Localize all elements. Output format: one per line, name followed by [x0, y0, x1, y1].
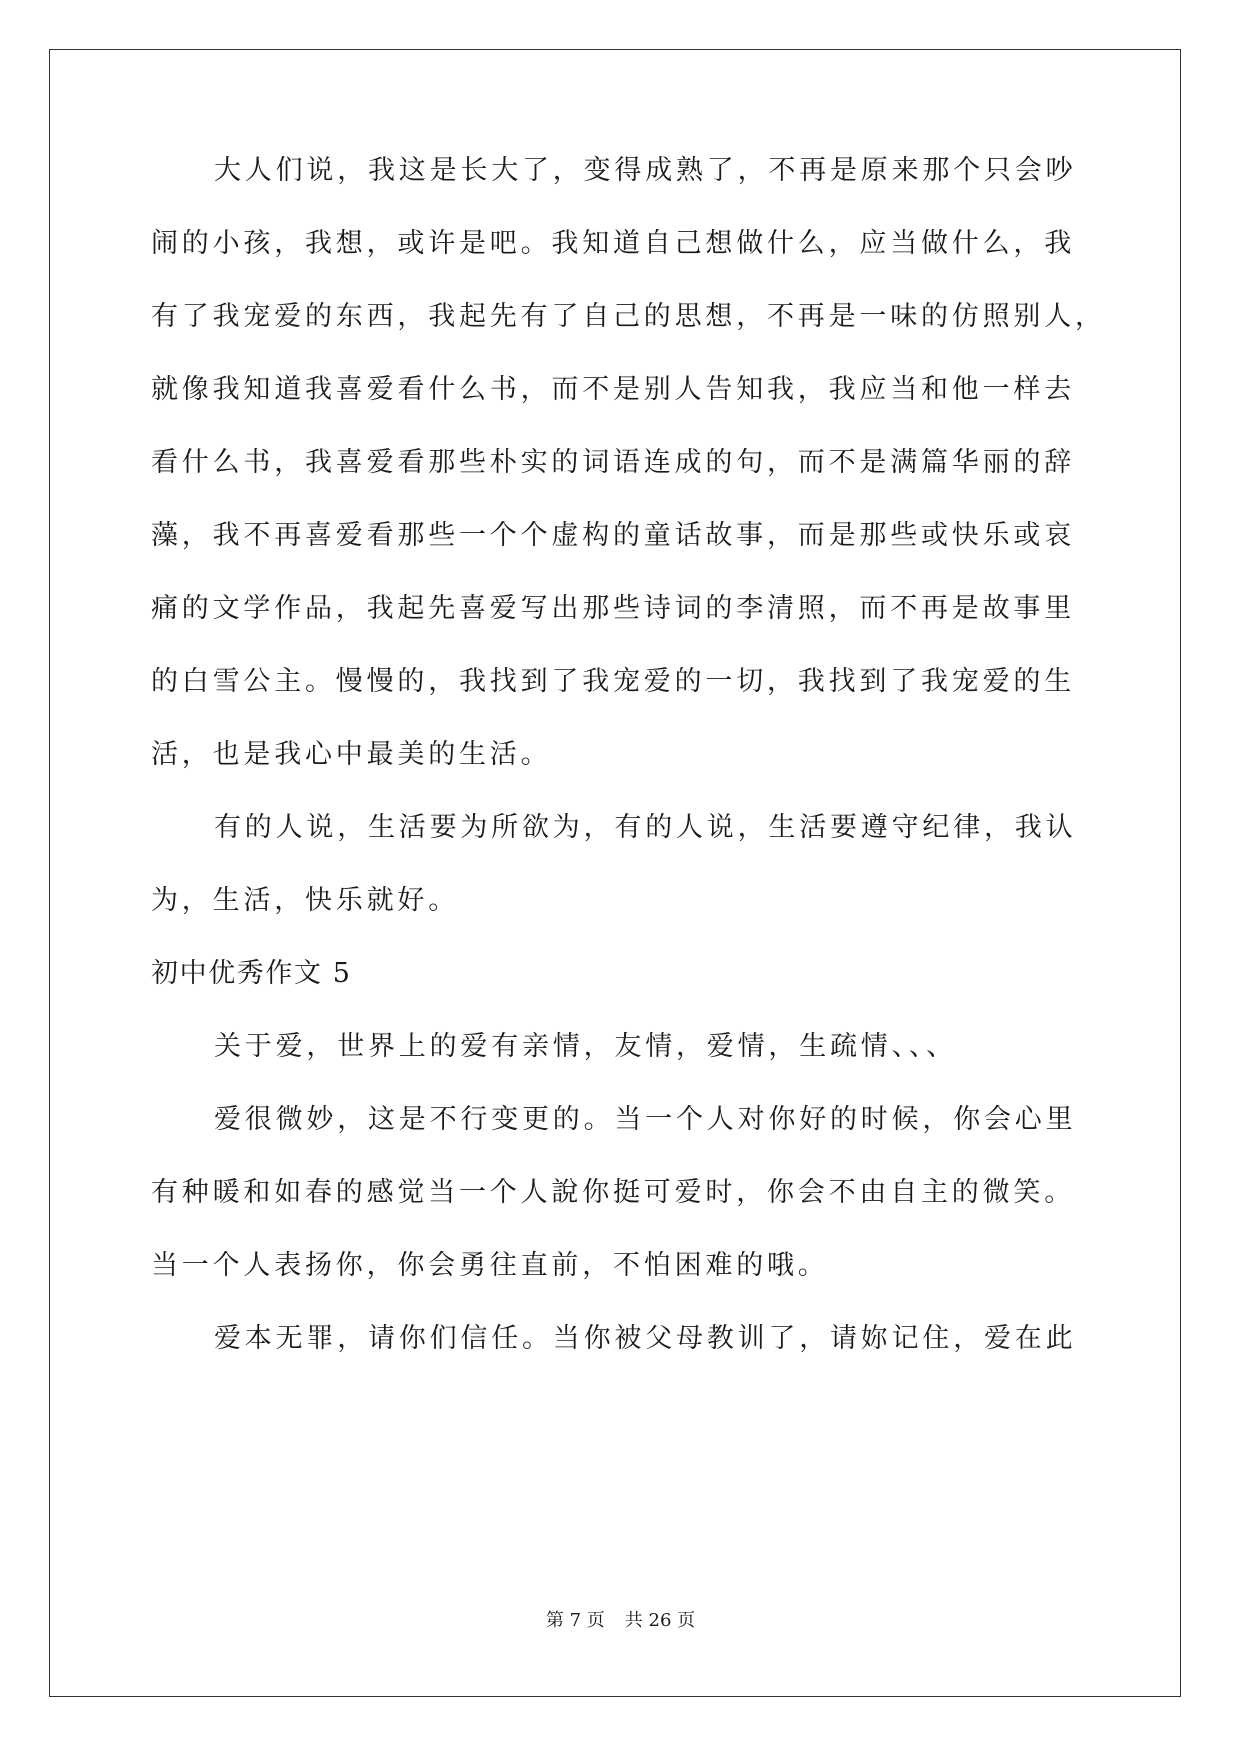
text-line: 有了我宠爱的东西，我起先有了自己的思想，不再是一味的仿照别人，	[151, 301, 1106, 332]
text-line: 闹的小孩，我想，或许是吧。我知道自己想做什么，应当做什么，我	[151, 228, 1075, 259]
text-line: 大人们说，我这是长大了，变得成熟了，不再是原来那个只会吵	[214, 155, 1077, 186]
page-border	[49, 49, 1181, 1697]
text-line: 有种暖和如春的感觉当一个人說你挺可爱时，你会不由自主的微笑。	[151, 1177, 1075, 1208]
text-line: 爱很微妙，这是不行变更的。当一个人对你好的时候，你会心里	[214, 1104, 1077, 1135]
text-line: 痛的文学作品，我起先喜爱写出那些诗词的李清照，而不再是故事里	[151, 593, 1075, 624]
page-total: 共 26 页	[624, 1610, 696, 1631]
text-line: 当一个人表扬你，你会勇往直前，不怕困难的哦。	[151, 1250, 829, 1281]
text-line: 爱本无罪，请你们信任。当你被父母教训了，请妳记住，爱在此	[214, 1323, 1077, 1354]
text-line: 的白雪公主。慢慢的，我找到了我宠爱的一切，我找到了我宠爱的生	[151, 666, 1075, 697]
text-line: 为，生活，快乐就好。	[151, 885, 459, 916]
text-line: 藻，我不再喜爱看那些一个个虚构的童话故事，而是那些或快乐或哀	[151, 520, 1075, 551]
text-line: 活，也是我心中最美的生活。	[151, 739, 552, 770]
text-line: 有的人说，生活要为所欲为，有的人说，生活要遵守纪律，我认	[214, 812, 1077, 843]
text-line: 就像我知道我喜爱看什么书，而不是别人告知我，我应当和他一样去	[151, 374, 1075, 405]
page-number: 第 7 页	[545, 1610, 605, 1631]
text-line: 关于爱，世界上的爱有亲情，友情，爱情，生疏情、、、	[214, 1031, 957, 1062]
text-line: 看什么书，我喜爱看那些朴实的词语连成的句，而不是满篇华丽的辞	[151, 447, 1075, 478]
section-heading: 初中优秀作文 5	[151, 958, 352, 989]
page-footer	[0, 1606, 1241, 1632]
